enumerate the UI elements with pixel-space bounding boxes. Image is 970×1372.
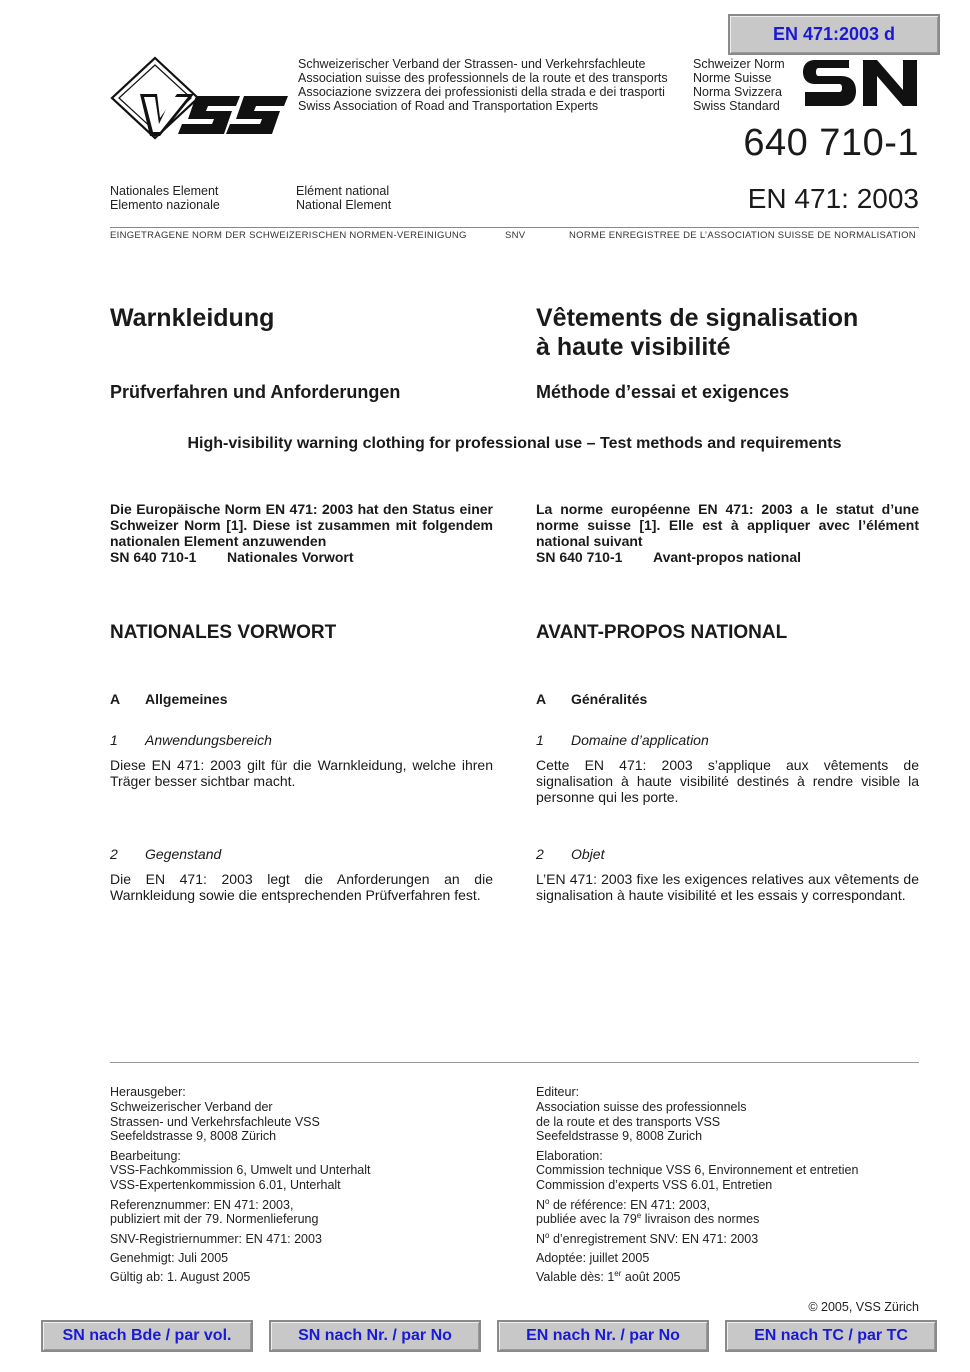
imprint-publisher	[536, 1085, 919, 1144]
text-part: d’enregistrement SNV: EN 471: 2003	[549, 1231, 759, 1246]
item-1-text-de: Diese EN 471: 2003 gilt für die Warnkleidung, welche ihren Träger besser sichtbar macht.	[110, 757, 493, 789]
imprint-line: Elaboration:	[536, 1148, 603, 1163]
imprint-snv: SNV-Registriernummer: EN 471: 2003	[110, 1231, 322, 1246]
norm-line: Norma Svizzera	[693, 85, 782, 99]
sn-by-number-button[interactable]: SN nach Nr. / par No	[269, 1320, 481, 1352]
status-de-text: Die Europäische Norm EN 471: 2003 hat den Status einer Schweizer Norm [1]. Diese ist zusammen mit folgendem nationalen Element anzuwenden	[110, 501, 493, 549]
national-element-fr-en	[296, 184, 391, 212]
subsection-number: A	[110, 691, 121, 707]
imprint-line: Herausgeber:	[110, 1085, 186, 1099]
item-2-heading-fr	[536, 846, 604, 862]
association-line: Schweizerischer Verband der Strassen- und Verkehrsfachleute	[298, 57, 646, 71]
reference-label: Avant-propos national	[653, 549, 802, 565]
header-divider	[110, 227, 919, 228]
section-heading-de: NATIONALES VORWORT	[110, 622, 337, 643]
norm-line: Swiss Standard	[693, 99, 780, 113]
imprint-publisher	[110, 1085, 510, 1144]
text-part: Valable dès: 1	[536, 1270, 615, 1285]
superscript: o	[545, 1196, 550, 1206]
registration-left: EINGETRAGENE NORM DER SCHWEIZERISCHEN NORMEN-VEREINIGUNG	[110, 230, 467, 241]
imprint-line: Seefeldstrasse 9, 8008 Zurich	[536, 1129, 703, 1144]
imprint-approved: Adoptée: juillet 2005	[536, 1250, 650, 1265]
subsection-title: Généralités	[571, 691, 648, 707]
en-number: EN 471: 2003	[747, 183, 919, 214]
text-part: de référence: EN 471: 2003,	[549, 1197, 711, 1212]
registration-right: NORME ENREGISTREE DE L’ASSOCIATION SUISSE DE NORMALISATION	[569, 230, 916, 241]
item-2-text-fr: L’EN 471: 2003 fixe les exigences relatives aux vêtements de signalisation à haute visibilité et les essais y correspondant.	[536, 871, 919, 903]
sn-by-volume-button[interactable]: SN nach Bde / par vol.	[41, 1320, 253, 1352]
item-number: 1	[110, 732, 118, 748]
imprint-editing	[536, 1149, 919, 1193]
status-de-reference	[110, 549, 493, 565]
norm-line: Norme Suisse	[693, 71, 772, 85]
imprint-snv	[536, 1232, 919, 1247]
subsection-number: A	[536, 691, 547, 707]
document-number: 640 710-1	[743, 122, 919, 164]
reference-number: SN 640 710-1	[536, 549, 623, 565]
imprint-valid: Gültig ab: 1. August 2005	[110, 1270, 251, 1285]
subtitle-fr: Méthode d’essai et exigences	[536, 382, 790, 402]
status-fr-text: La norme européenne EN 471: 2003 a le statut d’une norme suisse [1]. Elle est à appliquer avec l’élément national suivant	[536, 501, 919, 549]
imprint-reference	[536, 1198, 919, 1228]
imprint-line: publiziert mit der 79. Normenlieferung	[110, 1212, 319, 1227]
subsection-a-de	[110, 691, 227, 707]
national-element-line: National Element	[296, 198, 392, 212]
association-names	[298, 57, 668, 113]
imprint-line: Commission d’experts VSS 6.01, Entretien	[536, 1178, 773, 1193]
subtitle-de: Prüfverfahren und Anforderungen	[110, 382, 401, 402]
imprint-line: Bearbeitung:	[110, 1148, 181, 1163]
title-fr-line2: à haute visibilité	[536, 333, 731, 361]
section-heading-fr: AVANT-PROPOS NATIONAL	[536, 622, 788, 643]
en-by-tc-button[interactable]: EN nach TC / par TC	[725, 1320, 937, 1352]
imprint-approved: Genehmigt: Juli 2005	[110, 1250, 229, 1265]
imprint-de	[110, 1085, 510, 1290]
association-line: Associazione svizzera dei professionisti della strada e dei trasporti	[298, 85, 665, 99]
superscript: o	[545, 1230, 550, 1240]
national-element-de-it	[110, 184, 220, 212]
text-part: août 2005	[621, 1270, 681, 1285]
imprint-valid	[536, 1270, 919, 1285]
title-fr-line1: Vêtements de signalisation	[536, 304, 859, 332]
norm-type-lines	[693, 57, 785, 113]
item-number: 2	[536, 846, 544, 862]
standard-id-badge[interactable]: EN 471:2003 d	[728, 14, 940, 55]
imprint-reference	[110, 1198, 510, 1228]
title-de: Warnkleidung	[110, 304, 275, 332]
imprint-line: Editeur:	[536, 1085, 580, 1099]
status-de	[110, 501, 493, 565]
association-line: Association suisse des professionnels de la route et des transports	[298, 71, 668, 85]
superscript: e	[636, 1211, 642, 1221]
reference-label: Nationales Vorwort	[227, 549, 354, 565]
en-by-number-button[interactable]: EN nach Nr. / par No	[497, 1320, 709, 1352]
sn-logo	[803, 58, 919, 108]
item-title: Objet	[571, 846, 605, 862]
item-title: Domaine d’application	[571, 732, 709, 748]
imprint-line: Association suisse des professionnels	[536, 1099, 747, 1114]
imprint-line: de la route et des transports VSS	[536, 1114, 721, 1129]
text-part: N	[536, 1231, 546, 1246]
item-1-text-fr: Cette EN 471: 2003 s’applique aux vêtements de signalisation à haute visibilité destinés à rendre visible la personne qui les porte.	[536, 757, 919, 805]
text-part: publiée avec la 79	[536, 1212, 637, 1227]
imprint-line	[536, 1198, 919, 1213]
imprint-line: Strassen- und Verkehrsfachleute VSS	[110, 1114, 320, 1129]
copyright: © 2005, VSS Zürich	[808, 1300, 919, 1314]
national-element-line: Elément national	[296, 184, 390, 198]
status-fr-reference	[536, 549, 919, 565]
imprint-editing	[110, 1149, 510, 1193]
item-1-heading-fr	[536, 732, 709, 748]
item-number: 1	[536, 732, 544, 748]
imprint-line: Seefeldstrasse 9, 8008 Zürich	[110, 1129, 277, 1144]
title-fr	[536, 304, 858, 362]
norm-line: Schweizer Norm	[693, 57, 785, 71]
subsection-a-fr	[536, 691, 647, 707]
item-title: Anwendungsbereich	[145, 732, 272, 748]
imprint-line: VSS-Fachkommission 6, Umwelt und Unterhalt	[110, 1163, 371, 1178]
reference-number: SN 640 710-1	[110, 549, 197, 565]
subsection-title: Allgemeines	[145, 691, 228, 707]
item-title: Gegenstand	[145, 846, 222, 862]
item-1-heading-de	[110, 732, 272, 748]
imprint-fr	[536, 1085, 919, 1290]
imprint-line	[536, 1212, 919, 1227]
imprint-line: Referenznummer: EN 471: 2003,	[110, 1197, 294, 1212]
title-en: High-visibility warning clothing for professional use – Test methods and requirements	[187, 435, 842, 452]
status-fr	[536, 501, 919, 565]
registration-mid: SNV	[505, 230, 526, 241]
imprint-divider	[110, 1062, 919, 1063]
imprint-line: Schweizerischer Verband der	[110, 1099, 273, 1114]
national-element-line: Elemento nazionale	[110, 198, 220, 212]
imprint-line: Commission technique VSS 6, Environnement et entretien	[536, 1163, 859, 1178]
national-element-line: Nationales Element	[110, 184, 219, 198]
item-2-heading-de	[110, 846, 221, 862]
item-number: 2	[110, 846, 118, 862]
text-part: livraison des normes	[641, 1212, 760, 1227]
superscript: er	[614, 1269, 622, 1279]
vss-logo	[110, 56, 290, 140]
imprint-line: VSS-Expertenkommission 6.01, Unterhalt	[110, 1178, 341, 1193]
association-line: Swiss Association of Road and Transportation Experts	[298, 99, 599, 113]
text-part: N	[536, 1197, 546, 1212]
item-2-text-de: Die EN 471: 2003 legt die Anforderungen an die Warnkleidung sowie die entsprechenden Prüfverfahren fest.	[110, 871, 493, 903]
